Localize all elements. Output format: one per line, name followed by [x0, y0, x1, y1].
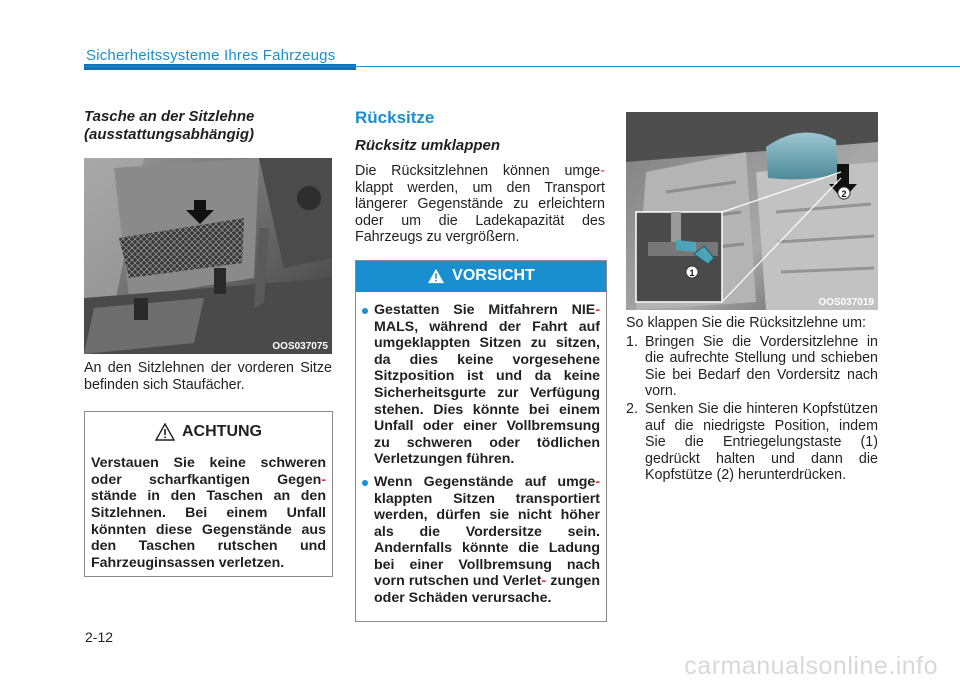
- vorsicht-header: [356, 261, 606, 292]
- rear-seat-illustration: [626, 112, 878, 310]
- watermark: carmanualsonline.info: [684, 652, 938, 680]
- folding-intro: So klappen Sie die Rücksitzlehne um:: [626, 315, 867, 331]
- pocket-description: An den Sitzlehnen der vorderen Sitze befinden sich Staufächer.: [84, 360, 332, 393]
- folding-description: Die Rücksitzlehnen können umge- klappt werden, um den Transport längerer Gegenstände zu erleichtern oder um die Ladekapazität des Fahrzeugs zu vergrößern.: [355, 163, 605, 246]
- list-item: Gestatten Sie Mitfahrern NIE- MALS, während der Fahrt auf umgeklappten Sitzen zu sitzen, da dies keine vorgesehene Sitzposition ist und da keine Sicherheitsgurte zur Verfügung stehen. Dies könnte bei einem Unfall oder einer Vollbremsung zu schweren oder tödlichen Verletzungen führen.: [362, 302, 600, 468]
- section-header-title: Sicherheitssysteme Ihres Fahrzeugs: [86, 47, 336, 64]
- seatback-pocket-photo: [84, 158, 332, 354]
- right-column: [626, 108, 878, 484]
- list-item: 1. Bringen Sie die Vordersitzlehne in die aufrechte Stellung und schieben Sie bei Bedarf den Vordersitz nach vorn.: [626, 333, 878, 400]
- pocket-heading: Tasche an der Sitzlehne (ausstattungsabhängig): [84, 108, 255, 143]
- list-item: 2. Senken Sie die hinteren Kopfstützen auf die niedrigste Position, indem Sie die Entriegelungstaste (1) gedrückt halten und dann die Kopfstütze (2) herunterdrücken.: [626, 400, 878, 484]
- seatback-pocket-illustration: [84, 158, 332, 354]
- callout-2-label: 2: [841, 189, 847, 199]
- photo-code: OOS037075: [272, 341, 328, 352]
- middle-column: [355, 108, 605, 622]
- achtung-box: [84, 411, 333, 577]
- photo-code: OOS037019: [818, 297, 874, 308]
- subtitle-umklappen: Rücksitz umklappen: [355, 137, 501, 154]
- achtung-label: ACHTUNG: [182, 422, 262, 440]
- header-accent-bar: [84, 64, 356, 70]
- achtung-text: Verstauen Sie keine schweren oder scharfkantigen Gegen- stände in den Taschen an den Sitzlehnen. Bei einem Unfall könnten diese Gegenstände aus den Taschen rutschen und Fahrzeuginsassen verletzen.: [91, 455, 326, 571]
- vorsicht-label: VORSICHT: [452, 267, 535, 285]
- header-rule: [84, 66, 960, 67]
- section-title-ruecksitze: Rücksitze: [355, 108, 435, 127]
- bullet-icon: [362, 308, 368, 314]
- bullet-icon: [362, 480, 368, 486]
- vorsicht-box: [355, 260, 607, 622]
- vorsicht-list: [356, 292, 606, 607]
- rear-seat-headrest-photo: [626, 112, 878, 310]
- callout-1-label: 1: [689, 268, 695, 278]
- warning-triangle-icon: [155, 423, 175, 441]
- page-number: 2-12: [85, 629, 114, 645]
- folding-steps: [626, 334, 878, 484]
- list-item: Wenn Gegenstände auf umge- klappten Sitzen transportiert werden, dürfen sie nicht höher als die Vordersitze sein. Andernfalls könnte die Ladung bei einer Vollbremsung nach vorn rutschen und Verlet- zungen oder Schäden verursache.: [362, 474, 600, 607]
- achtung-header: [85, 416, 332, 447]
- warning-triangle-icon: [427, 268, 445, 284]
- left-column: [84, 108, 332, 577]
